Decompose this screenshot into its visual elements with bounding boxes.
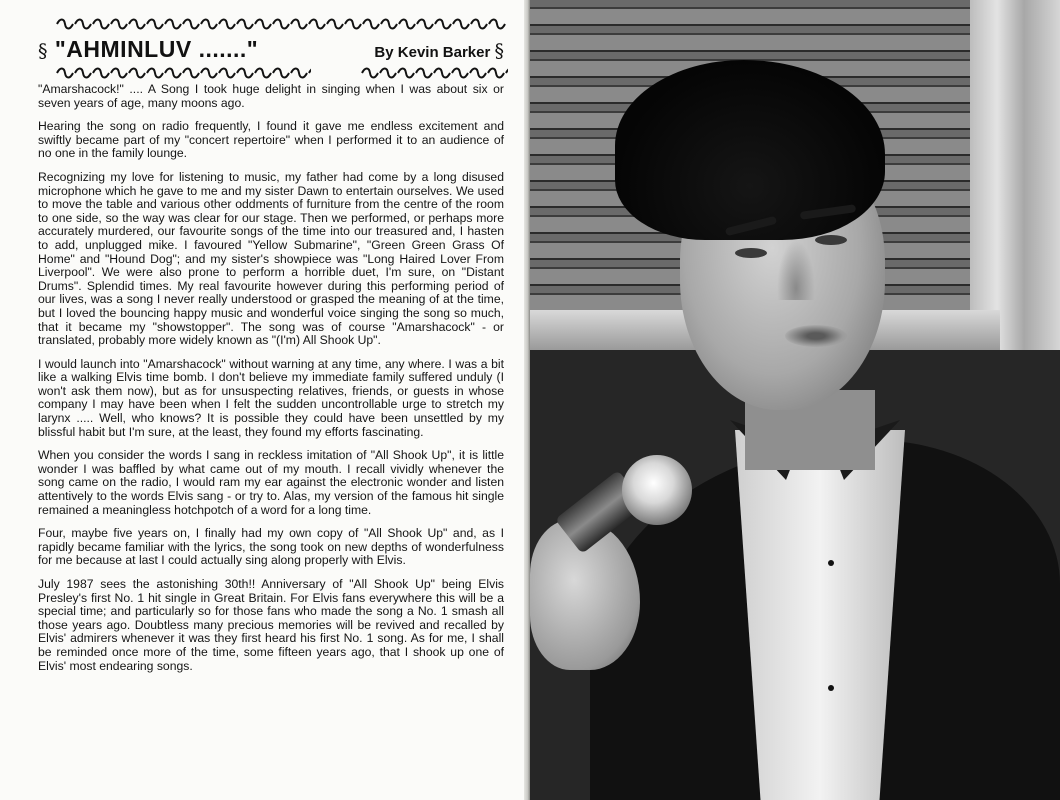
eye-right — [815, 235, 847, 245]
byline-text: By Kevin Barker — [374, 44, 491, 61]
article-body — [38, 83, 504, 673]
paragraph: I would launch into "Amarshacock" without warning at any time, any where. I was a bit like a walking Elvis time bomb. I don't believe my immediate family suffered unduly (I won't ask them now), but as for unsuspecting relatives, friends, or guests in whose company I may have been when I felt the sudden uncontrollable urge to stretch my larynx ..... Well, who knows? It is possible they could have been unsettled by my blissful habit but I'm sure, at the least, they found my efforts fascinating. — [38, 356, 504, 439]
paragraph: Recognizing my love for listening to music, my father had come by a long disused microphone which he gave to me and my sister Dawn to entertain ourselves. We used to move the table and various other oddments of furniture from the centre of the room to one side, so the way was clear for our stage. Then we performed, or perhaps more accurately murdered, our favourite songs of the time into our treasured and, I hasten to add, unplugged mike. I favoured "Yellow Submarine", "Green Green Grass Of Home" and "Hound Dog"; and my sister's showpiece was "Long Haired Lover From Liverpool". We were also prone to perform a horrible duet, I'm sure, on "Distant Drums". Splendid times. My real favourite however during this performing period of our lives, was a song I never really understood or grasped the meaning of at the time, but I loved the bouncing happy music and wonderful voice singing the song so much, that it became my "showstopper". The song was of course "Amarshacock" - or translated, probably more widely known as "(I'm) All Shook Up". — [38, 169, 504, 348]
section-mark-icon: § — [38, 40, 48, 62]
portrait-photo-icon — [530, 0, 1060, 800]
paragraph: When you consider the words I sang in reckless imitation of "All Shook Up", it is little wonder I was baffled by what came out of my mouth. I recall vividly whenever the song came on the radio, I would ram my ear against the electronic wonder and listen attentively to the words Elvis sang - or try to. Alas, my version of the famous hit single remained a meaningless hotchpotch of a word for a long time. — [38, 448, 504, 517]
microphone-icon — [622, 455, 692, 525]
shirt-button — [828, 685, 834, 691]
paragraph: July 1987 sees the astonishing 30th!! Anniversary of "All Shook Up" being Elvis Presley's first No. 1 hit single in Great Britain. For Elvis fans everywhere this will be a special time; and particularly so for those fans who made the song a No. 1 smash all those years ago. Doubtless many precious memories will be revived and recalled by Elvis' admirers whenever it was they first heard his first No. 1 song. As for me, I shall be reminded once more of the time, some fifteen years ago, that I shook up one of Elvis' most endearing songs. — [38, 577, 504, 673]
shirt-button — [828, 560, 834, 566]
article-header — [38, 36, 504, 63]
article-title — [38, 36, 258, 63]
paragraph: "Amarshacock!" .... A Song I took huge delight in singing when I was about six or seven years of age, many moons ago. — [38, 82, 504, 110]
article-title-text: "AHMINLUV ......." — [54, 36, 259, 62]
bottom-ornament-rule-right — [361, 67, 508, 79]
paragraph: Four, maybe five years on, I finally had my own copy of "All Shook Up" and, as I rapidly became familiar with the lyrics, the song took on new depths of wonderfulness for me because at last I could actually sing along properly with Elvis. — [38, 526, 504, 568]
photo-page — [530, 0, 1060, 800]
bottom-ornament-row — [38, 67, 508, 79]
section-mark-icon: § — [494, 40, 504, 62]
shirt — [735, 430, 905, 800]
article-page — [0, 0, 524, 800]
eye-left — [735, 248, 767, 258]
nose — [777, 240, 815, 300]
bottom-ornament-rule-left — [56, 67, 311, 79]
paragraph: Hearing the song on radio frequently, I found it gave me endless excitement and swiftly became part of my "concert repertoire" when I performed it to an audience of no one in the family lounge. — [38, 119, 504, 161]
top-ornament-rule — [56, 18, 506, 30]
mouth — [785, 325, 847, 347]
byline — [374, 40, 504, 62]
